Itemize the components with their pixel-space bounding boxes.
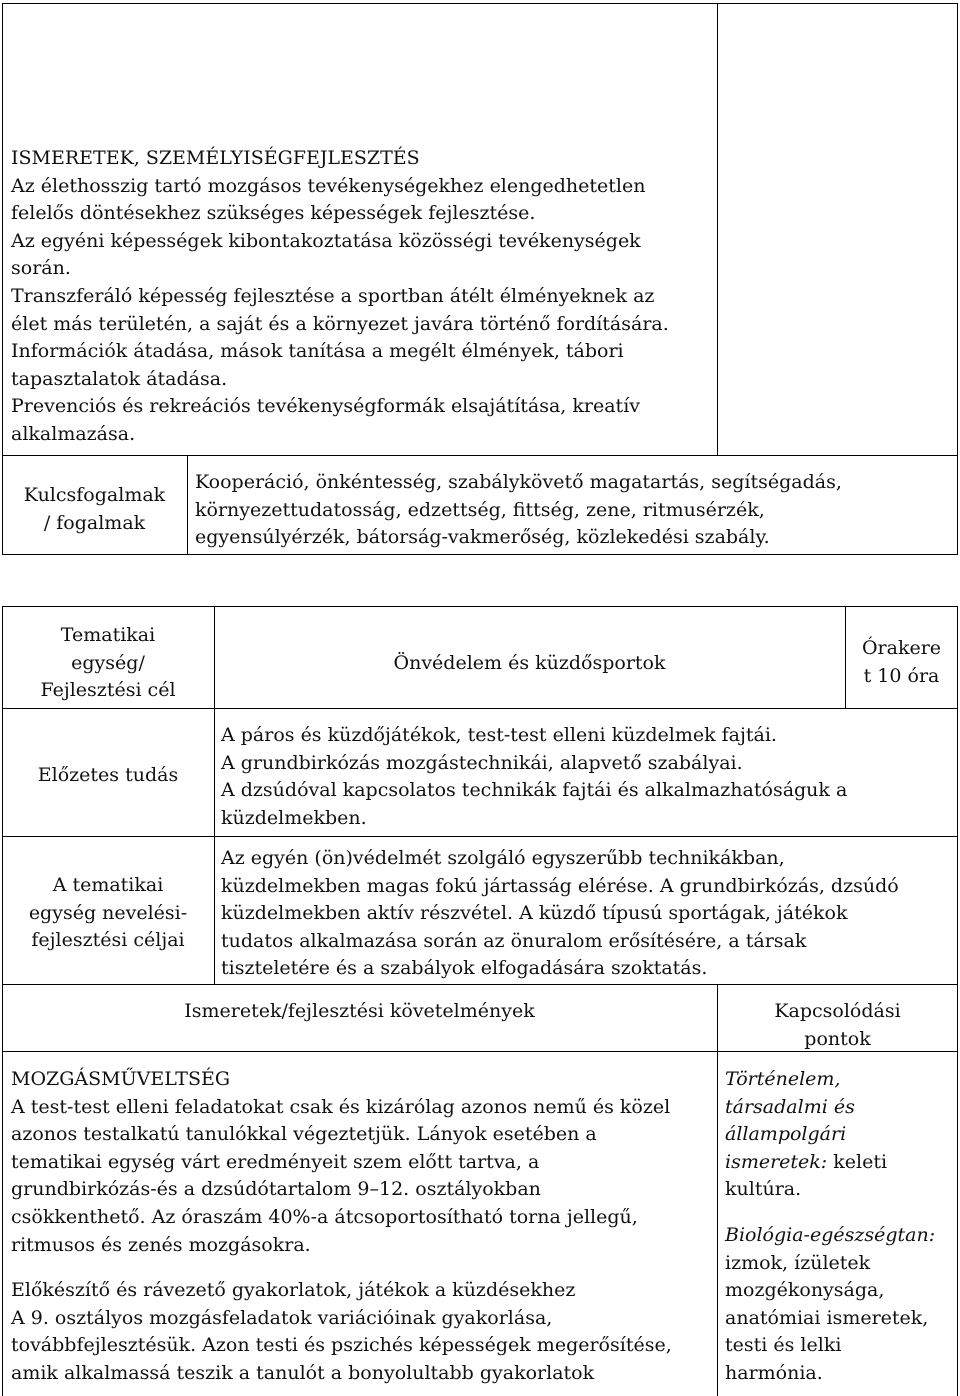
kapcs-bio-line: mozgékonysága,	[725, 1279, 885, 1302]
ismeretek-line: Információk átadása, mások tanítása a megélt élmények, tábori	[11, 340, 624, 363]
topic-title: Önvédelem és küzdősportok	[393, 652, 666, 674]
kapcs-tortenelem-line: társadalmi és	[725, 1095, 855, 1118]
celjai-line: Az egyén (ön)védelmét szolgáló egyszerűbb technikákban,	[221, 847, 785, 869]
ismeretek-line: Az egyéni képességek kibontakoztatása közösségi tevékenységek	[11, 229, 641, 252]
table1-column-divider	[717, 3, 718, 456]
tematikai-label-line: Tematikai	[60, 624, 156, 646]
ismeretek-cell	[11, 145, 711, 449]
mozgas-line: tematikai egység várt eredményeit szem előtt tartva, a	[11, 1150, 540, 1173]
elokeszito-line: továbbfejlesztésük. Azon testi és pszichés képességek megerősítése,	[11, 1334, 672, 1357]
celjai-label	[2, 872, 214, 955]
celjai-line: tiszteletére és a szabályok elfogadására szoktatás.	[221, 957, 708, 980]
kapcs-tortenelem-line: ismeretek:	[725, 1150, 828, 1173]
kapcs-tortenelem-last: kultúra.	[725, 1178, 802, 1201]
row-divider-2	[2, 836, 958, 837]
elokeszito-line: A 9. osztályos mozgásfeladatok variációinak gyakorlása,	[11, 1306, 553, 1329]
elozetes-line: A grundbirkózás mozgástechnikái, alapvető szabályai.	[221, 751, 743, 774]
table1-kulcs-divider	[187, 455, 188, 555]
kulcs-label-line: Kulcsfogalmak	[23, 484, 166, 506]
orakeret-line: t 10 óra	[863, 664, 940, 687]
orakeret-cell	[845, 635, 958, 690]
elozetes-line: küzdelmekben.	[221, 806, 367, 829]
kulcs-line: Kooperáció, önkéntesség, szabálykövető magatartás, segítségadás,	[195, 471, 842, 493]
kulcsfogalmak-label	[2, 482, 187, 537]
kulcs-line: környezettudatosság, edzettség, fittség, zene, ritmusérzék,	[195, 498, 765, 521]
ismeretek-line: tapasztalatok átadása.	[11, 367, 228, 390]
celjai-label-line: fejlesztési céljai	[31, 929, 185, 952]
mozgas-cell	[11, 1066, 713, 1388]
tematikai-label-line: egység/	[71, 651, 145, 674]
row-divider-3	[2, 984, 958, 985]
kapcs-bio-line: testi és lelki	[725, 1334, 842, 1357]
kapcs-bio-line: anatómiai ismeretek,	[725, 1306, 929, 1329]
kapcs-tortenelem-tail: keleti	[827, 1150, 888, 1173]
ismeretek-line: alkalmazása.	[11, 422, 136, 445]
kapcs-bio-heading: Biológia-egészségtan:	[725, 1223, 936, 1246]
celjai-label-line: egység nevelési-	[28, 901, 188, 924]
ismeretek-line: Az élethosszig tartó mozgásos tevékenységekhez elengedhetetlen	[11, 174, 646, 197]
elozetes-line: A páros és küzdőjátékok, test-test elleni küzdelmek fajtái.	[221, 724, 777, 746]
elozetes-tudas-label: Előzetes tudás	[37, 764, 179, 786]
celjai-cell	[221, 845, 956, 983]
celjai-label-line: A tematikai	[52, 874, 164, 896]
kapcsolodasi-header-line: Kapcsolódási	[774, 1000, 901, 1022]
kapcs-bio-line: harmónia.	[725, 1361, 823, 1384]
ismeretek-heading: ISMERETEK, SZEMÉLYISÉGFEJLESZTÉS	[11, 147, 420, 169]
elozetes-tudas-cell	[221, 722, 956, 832]
kulcs-line: egyensúlyérzék, bátorság-vakmerőség, közlekedési szabály.	[195, 526, 770, 549]
kapcs-tortenelem-line: Történelem,	[725, 1068, 841, 1090]
ismeretek-line: Prevenciós és rekreációs tevékenységformák elsajátítása, kreatív	[11, 395, 641, 418]
ismeretek-line: Transzferáló képesség fejlesztése a sportban átélt élményeknek az	[11, 284, 655, 307]
mozgas-heading: MOZGÁSMŰVELTSÉG	[11, 1068, 231, 1090]
tematikai-label-line: Fejlesztési cél	[40, 679, 176, 702]
kulcs-label-line: / fogalmak	[43, 511, 146, 534]
celjai-line: tudatos alkalmazása során az önuralom erősítésére, a társak	[221, 929, 807, 952]
mozgas-line: ritmusos és zenés mozgásokra.	[11, 1233, 311, 1256]
tematikai-label	[2, 622, 214, 705]
kapcs-tortenelem-line: állampolgári	[725, 1123, 847, 1146]
row-divider-1	[2, 708, 958, 709]
ismeretek-line: élet más területén, a saját és a környezet javára történő fordítására.	[11, 312, 669, 335]
mozgas-line: A test-test elleni feladatokat csak és kizárólag azonos nemű és közel	[11, 1095, 671, 1118]
ismeretek-header: Ismeretek/fejlesztési követelmények	[184, 1000, 535, 1022]
celjai-line: küzdelmekben magas fokú jártasság elérése. A grundbirkózás, dzsúdó	[221, 874, 899, 897]
mozgas-line: azonos testalkatú tanulókkal végeztetjük. Lányok esetében a	[11, 1123, 597, 1146]
elozetes-line: A dzsúdóval kapcsolatos technikák fajtái és alkalmazhatóságuk a	[221, 779, 848, 802]
kapcsolodasi-header-line: pontok	[804, 1027, 871, 1050]
kapcsolodasi-cell	[725, 1066, 955, 1388]
ismeretek-line: során.	[11, 257, 71, 280]
ismeretek-line: felelős döntésekhez szükséges képességek fejlesztése.	[11, 202, 536, 225]
elokeszito-line: amik alkalmassá teszik a tanulót a bonyolultabb gyakorlatok	[11, 1361, 595, 1384]
kulcsfogalmak-cell	[195, 469, 955, 552]
kapcsolodasi-header	[717, 998, 958, 1053]
elokeszito-line: Előkészítő és rávezető gyakorlatok, játékok a küzdésekhez	[11, 1279, 576, 1302]
mozgas-line: csökkenthető. Az óraszám 40%-a átcsoportosítható torna jellegű,	[11, 1205, 638, 1228]
kapcs-bio-line: izmok, ízületek	[725, 1251, 871, 1274]
mozgas-line: grundbirkózás-és a dzsúdótartalom 9–12. osztályokban	[11, 1178, 541, 1201]
orakeret-line: Órakere	[861, 637, 942, 659]
table1-row-divider	[2, 455, 958, 456]
celjai-line: küzdelmekben aktív részvétel. A küzdő típusú sportágak, játékok	[221, 902, 848, 925]
